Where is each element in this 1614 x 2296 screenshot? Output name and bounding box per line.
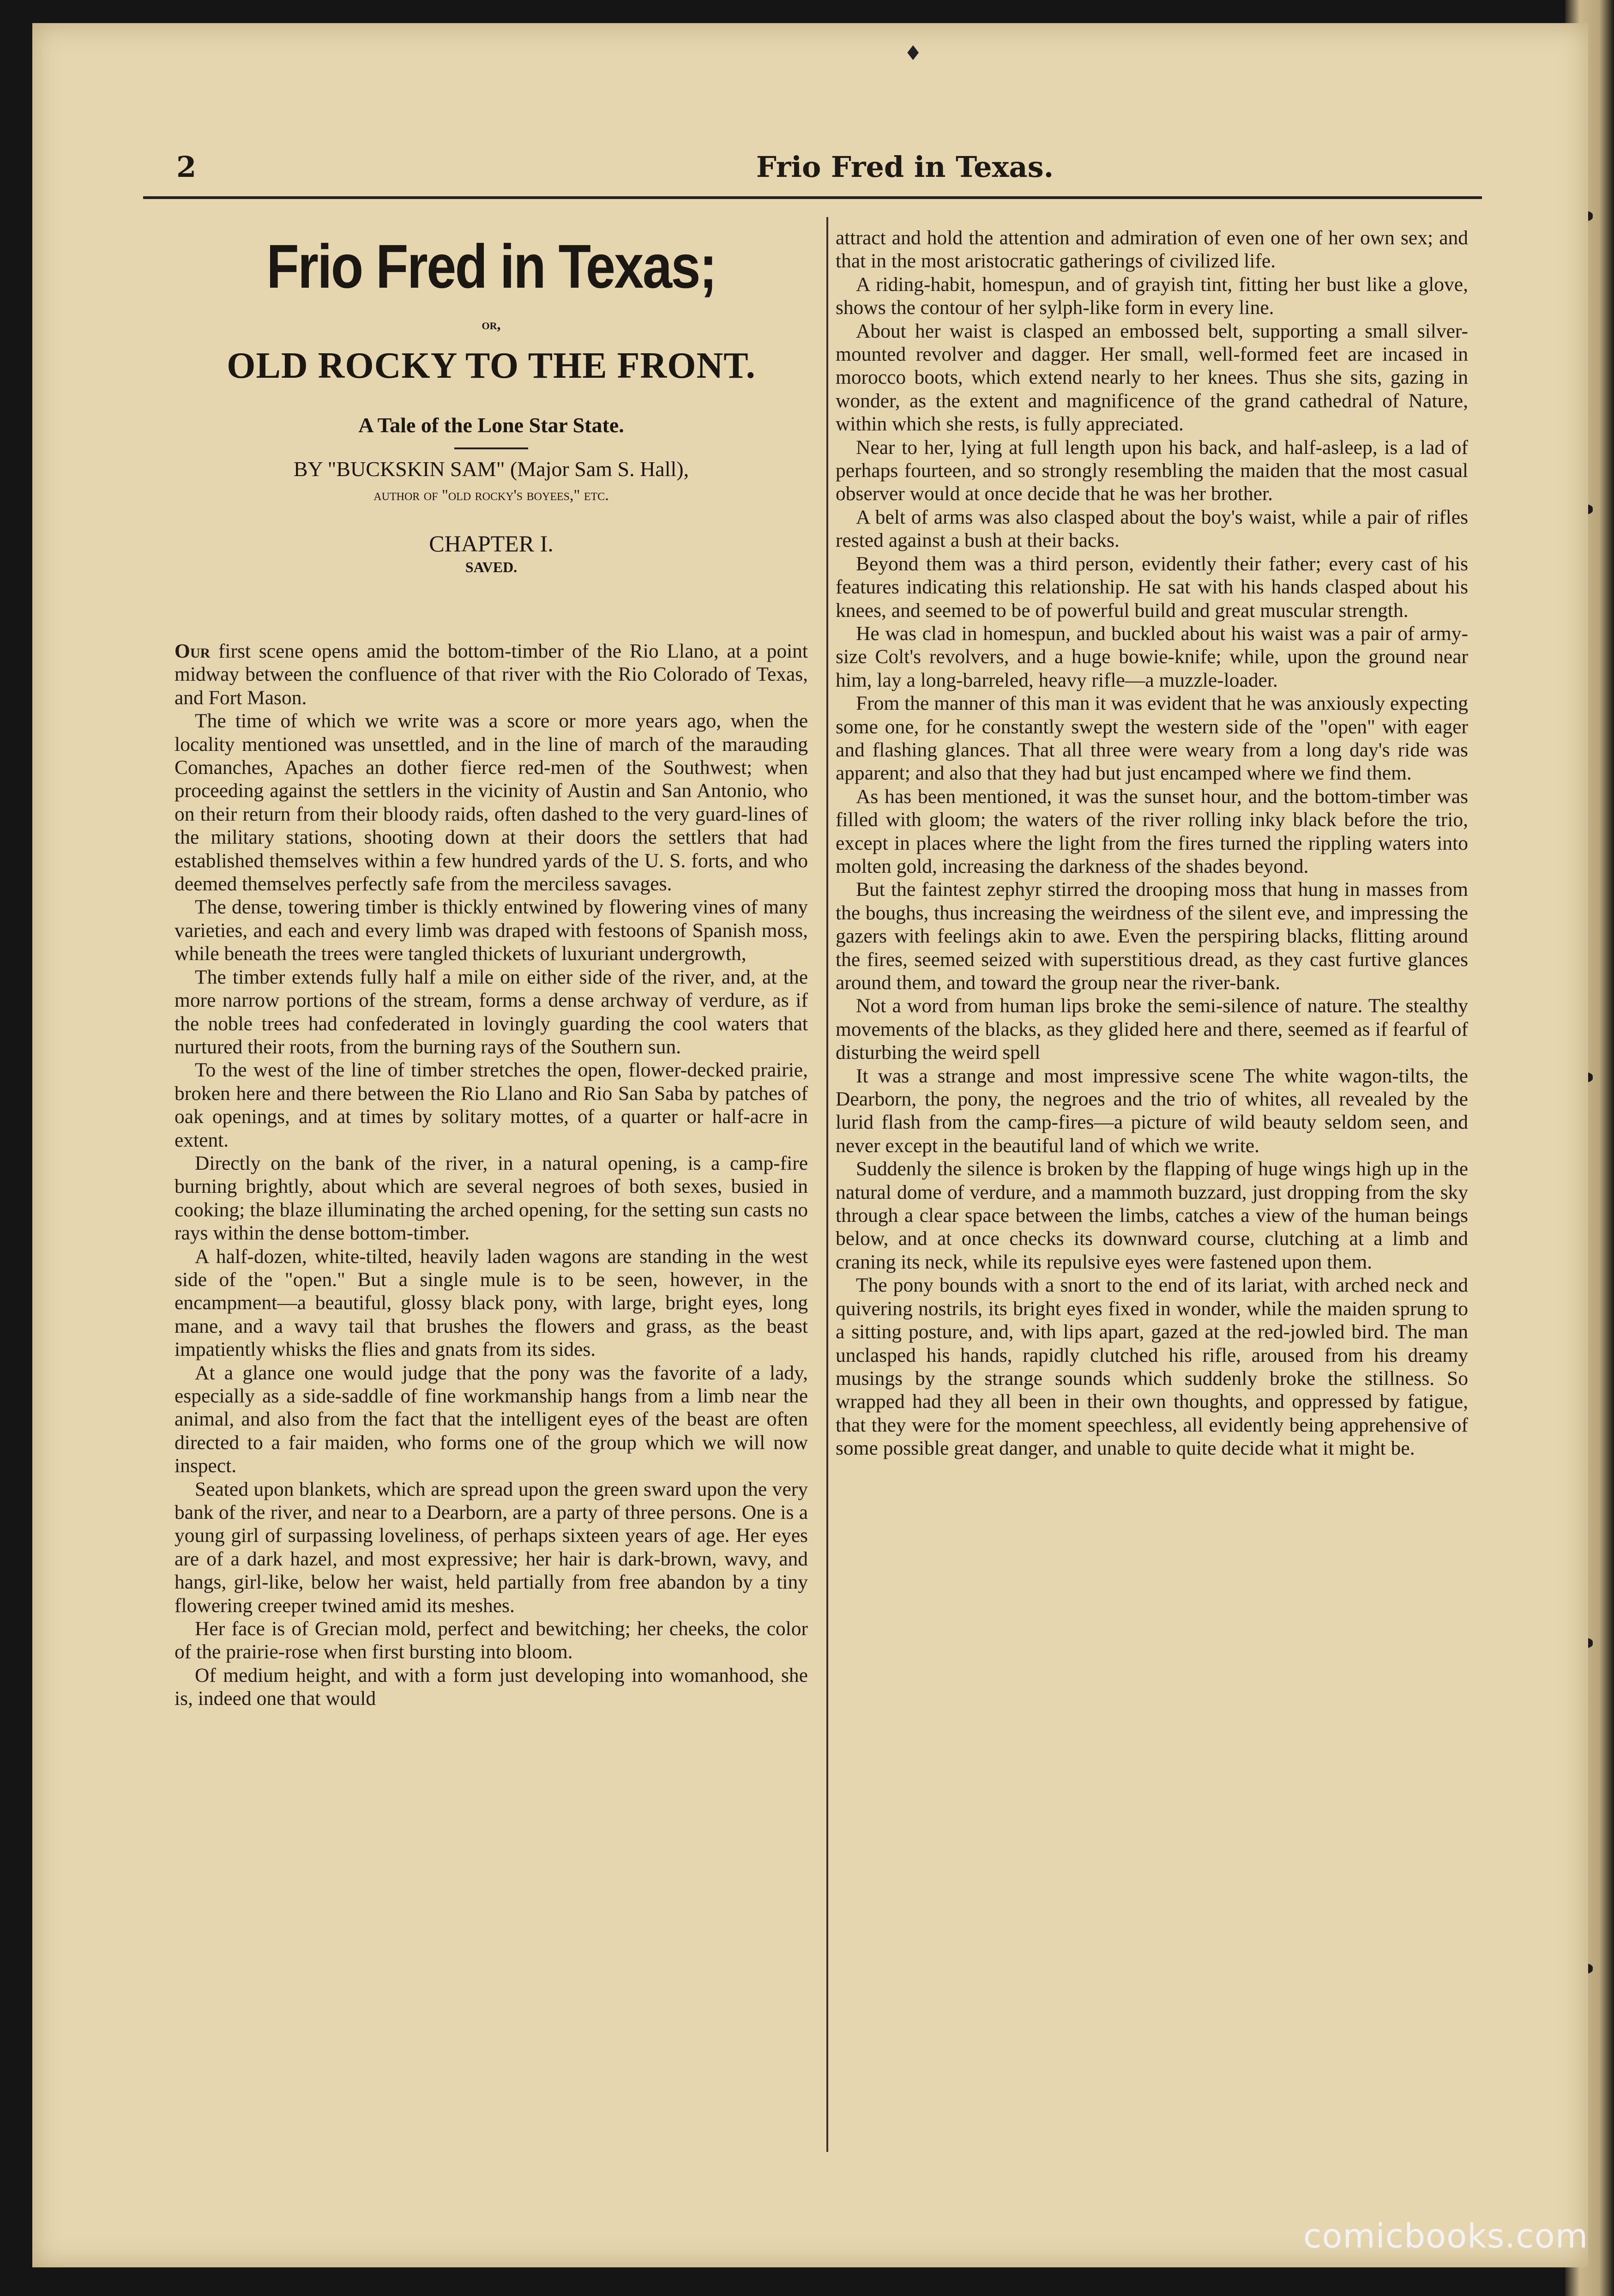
paragraph: Directly on the bank of the river, in a natural opening, is a camp-fire burning brightly, about which are several negroes of both sexes, busied in cooking; the blaze illuminating the arched opening, for the setting sun casts no rays within the dense bottom-timber.: [175, 1152, 808, 1245]
paragraph: A riding-habit, homespun, and of grayish tint, fitting her bust like a glove, shows the contour of her sylph-like form in every line.: [836, 273, 1468, 319]
ornament-icon: ♦: [904, 42, 922, 65]
paragraph: Her face is of Grecian mold, perfect and bewitching; her cheeks, the color of the prairie-rose when first bursting into bloom.: [175, 1618, 808, 1663]
story-subtitle: OLD ROCKY TO THE FRONT.: [227, 345, 756, 386]
paragraph: He was clad in homespun, and buckled about his waist was a pair of army-size Colt's revolvers, and a huge bowie-knife; while, upon the ground near him, lay a long-barreled, heavy rifle—a muzzle-loader.: [836, 622, 1468, 691]
paragraph: At a glance one would judge that the pony was the favorite of a lady, especially as a side-saddle of fine workmanship hangs from a limb near the animal, and also from the fact that the intelligent eyes of the beast are often directed to a fair maiden, who forms one of the group which we will now inspect.: [175, 1361, 808, 1477]
author-credits: author of "old rocky's boyees," etc.: [373, 487, 609, 504]
story-title-block: [175, 226, 808, 576]
paragraph: Seated upon blankets, which are spread upon the green sward upon the very bank of the river, and near to a Dearborn, are a party of three persons. One is a young girl of surpassing loveliness, of perhaps sixteen years of age. Her eyes are of a dark hazel, and most expressive; her hair is dark-brown, wavy, and hangs, girl-like, below her waist, held partially from free abandon by a tiny flowering creeper twined amid its meshes.: [175, 1478, 808, 1617]
paragraph: Near to her, lying at full length upon his back, and half-asleep, is a lad of perhaps fourteen, and so strongly resembling the maiden that the most casual observer would at once decide that he was her brother.: [836, 436, 1468, 505]
paragraph: As has been mentioned, it was the sunset hour, and the bottom-timber was filled with gloom; the waters of the river rolling inky black before the trio, except in places where the light from the fires turned the rippling waters into molten gold, increasing the darkness of the shades beyond.: [836, 785, 1468, 877]
paragraph: The dense, towering timber is thickly entwined by flowering vines of many varieties, and each and every limb was draped with festoons of Spanish moss, while beneath the trees were tangled thickets of luxuriant undergrowth,: [175, 896, 808, 965]
paragraph: Beyond them was a third person, evidently their father; every cast of his features indicating this relationship. He sat with his hands clasped about his knees, and seemed to be of powerful build and great muscular strength.: [836, 552, 1468, 622]
chapter-subtitle: SAVED.: [465, 559, 518, 575]
page-number: 2: [176, 150, 197, 184]
title-rule: [454, 447, 528, 449]
byline: BY "BUCKSKIN SAM" (Major Sam S. Hall),: [293, 457, 689, 481]
drop-word: Our: [175, 640, 211, 662]
paragraph: About her waist is clasped an embossed belt, supporting a small silver-mounted revolver and dagger. Her small, well-formed feet are incased in morocco boots, which extend nearly to her knees. Thus she sits, gazing in wonder, as the extent and magnificence of the grand cathedral of Nature, within which she rests, is fully appreciated.: [836, 320, 1468, 435]
paragraph: Suddenly the silence is broken by the flapping of huge wings high up in the natural dome of verdure, and a mammoth buzzard, just dropping from the sky through a clear space between the limbs, catches a view of the human beings below, and at once checks its downward course, clutching at a limb and craning its neck, while its repulsive eyes were fastened upon them.: [836, 1158, 1468, 1273]
column-divider: [826, 217, 828, 2152]
chapter-heading: CHAPTER I.: [429, 531, 554, 556]
paragraph: From the manner of this man it was evident that he was anxiously expecting some one, for he constantly swept the western side of the "open" with eager and flashing glances. That all three were weary from a long day's ride was apparent; and also that they had but just encamped where we find them.: [836, 692, 1468, 785]
story-title: Frio Fred in Texas;: [266, 232, 716, 301]
paragraph: But the faintest zephyr stirred the drooping moss that hung in masses from the boughs, thus increasing the weirdness of the silent eve, and impressing the gazers with feelings akin to awe. Even the perspiring blacks, flitting around the fires, seemed seized with superstitious dread, as they cast furtive glances around them, and toward the group near the river-bank.: [836, 878, 1468, 994]
opening-paragraph-text: first scene opens amid the bottom-timber of the Rio Llano, at a point midway between the confluence of that river with the Rio Colorado of Texas, and Fort Mason.: [175, 640, 808, 709]
page-header: [143, 145, 1482, 199]
paragraph: A belt of arms was also clasped about the boy's waist, while a pair of rifles rested against a bush at their backs.: [836, 506, 1468, 552]
story-tagline: A Tale of the Lone Star State.: [358, 413, 624, 437]
paragraph: It was a strange and most impressive scene The white wagon-tilts, the Dearborn, the pony, the negroes and the trio of whites, all revealed by the lurid flash from the camp-fires—a picture of wild beauty seldom seen, and never except in the beautiful land of which we write.: [836, 1064, 1468, 1157]
left-text-column: [175, 640, 808, 1710]
paragraph: The timber extends fully half a mile on either side of the river, and, at the more narrow portions of the stream, forms a dense archway of verdure, as if the noble trees had confederated in lovingly guarding the cool waters that nurtured their roots, from the burning rays of the Southern sun.: [175, 966, 808, 1058]
watermark: comicbooks.com: [1303, 2217, 1588, 2255]
paragraph: Of medium height, and with a form just developing into womanhood, she is, indeed one that would: [175, 1664, 808, 1710]
opening-paragraph: [175, 640, 808, 709]
running-title: Frio Fred in Texas.: [756, 150, 1054, 184]
continued-paragraph: attract and hold the attention and admiration of even one of her own sex; and that in the most aristocratic gatherings of civilized life.: [836, 227, 1468, 272]
paragraph: To the west of the line of timber stretches the open, flower-decked prairie, broken here and there between the Rio Llano and Rio San Saba by patches of oak openings, and at times by solitary mottes, of a quarter or half-acre in extent.: [175, 1059, 808, 1151]
right-text-column: [836, 226, 1468, 1460]
or-separator: or,: [482, 316, 501, 332]
paragraph: A half-dozen, white-tilted, heavily laden wagons are standing in the west side of the "open." But a single mule is to be seen, however, in the encampment—a beautiful, glossy black pony, with large, bright eyes, long mane, and a wavy tail that brushes the flowers and grass, as the beast impatiently whisks the flies and gnats from its sides.: [175, 1245, 808, 1361]
paragraph: The pony bounds with a snort to the end of its lariat, with arched neck and quivering nostrils, its bright eyes fixed in wonder, while the maiden sprung to a sitting posture, and, with lips apart, gazed at the red-jowled bird. The man unclasped his hands, rapidly clutched his rifle, aroused from his dreamy musings by the strange sounds which suddenly broke the stillness. So wrapped had they all been in their own thoughts, and oppressed by fatigue, that they were for the moment speechless, all evidently being apprehensive of some possible great danger, and unable to quite decide what it might be.: [836, 1274, 1468, 1460]
paragraph: The time of which we write was a score or more years ago, when the locality mentioned was unsettled, and in the line of march of the marauding Comanches, Apaches an dother fierce red-men of the Southwest; when proceeding against the settlers in the vicinity of Austin and San Antonio, who on their return from their bloody raids, often dashed to the very guard-lines of the military stations, shooting down at their doors the settlers that had established themselves within a few hundred yards of the U. S. forts, and who deemed themselves perfectly safe from the merciless savages.: [175, 710, 808, 895]
paragraph: Not a word from human lips broke the semi-silence of nature. The stealthy movements of the blacks, as they glided here and there, seemed as if fearful of disturbing the weird spell: [836, 995, 1468, 1064]
